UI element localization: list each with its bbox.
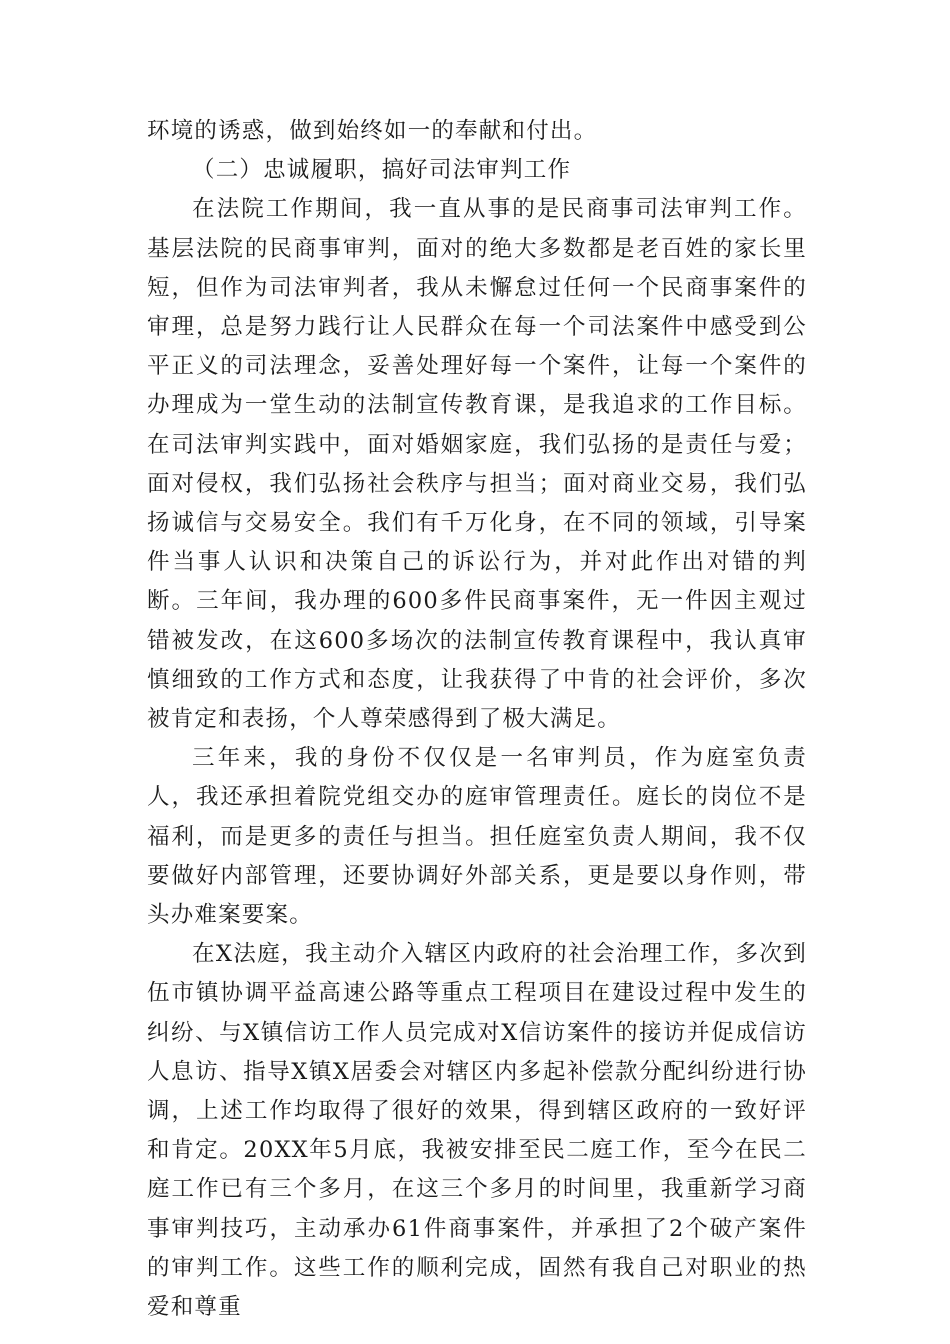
section-heading: （二）忠诚履职，搞好司法审判工作 [192,157,572,184]
paragraph-trial-work: 在法院工作期间，我一直从事的是民商事司法审判工作。基层法院的民商事审判，面对的绝大多数都是老百姓的家长里短，但作为司法审判者，我从未懈怠过任何一个民商事案件的审理，总是努力践行让人民群众在每一个司法案件中感受到公平正义的司法理念，妥善处理好每一个案件，让每一个案件的办理成为一堂生动的法制宣传教育课，是我追求的工作目标。在司法审判实践中，面对婚姻家庭，我们弘扬的是责任与爱；面对侵权，我们弘扬社会秩序与担当；面对商业交易，我们弘扬诚信与交易安全。我们有千万化身，在不同的领域，引导案件当事人认识和决策自己的诉讼行为，并对此作出对错的判断。三年间，我办理的600多件民商事案件，无一件因主观过错被发改，在这600多场次的法制宣传教育课程中，我认真审慎细致的工作方式和态度，让我获得了中肯的社会评价，多次被肯定和表扬，个人尊荣感得到了极大满足。 [147,196,807,733]
document-body [147,112,807,1327]
paragraph-continued: 环境的诱惑，做到始终如一的奉献和付出。 [147,118,598,144]
paragraph-tribunal-work: 在X法庭，我主动介入辖区内政府的社会治理工作，多次到伍市镇协调平益高速公路等重点工程项目在建设过程中发生的纠纷、与X镇信访工作人员完成对X信访案件的接访并促成信访人息访、指导X镇X居委会对辖区内多起补偿款分配纠纷进行协调，上述工作均取得了很好的效果，得到辖区政府的一致好评和肯定。20XX年5月底，我被安排至民二庭工作，至今在民二庭工作已有三个多月，在这三个多月的时间里，我重新学习商事审判技巧，主动承办61件商事案件，并承担了2个破产案件的审判工作。这些工作的顺利完成，固然有我自己对职业的热爱和尊重 [147,941,807,1321]
paragraph-division-head: 三年来，我的身份不仅仅是一名审判员，作为庭室负责人，我还承担着院党组交办的庭审管理责任。庭长的岗位不是福利，而是更多的责任与担当。担任庭室负责人期间，我不仅要做好内部管理，还要协调好外部关系，更是要以身作则，带头办难案要案。 [147,745,807,929]
